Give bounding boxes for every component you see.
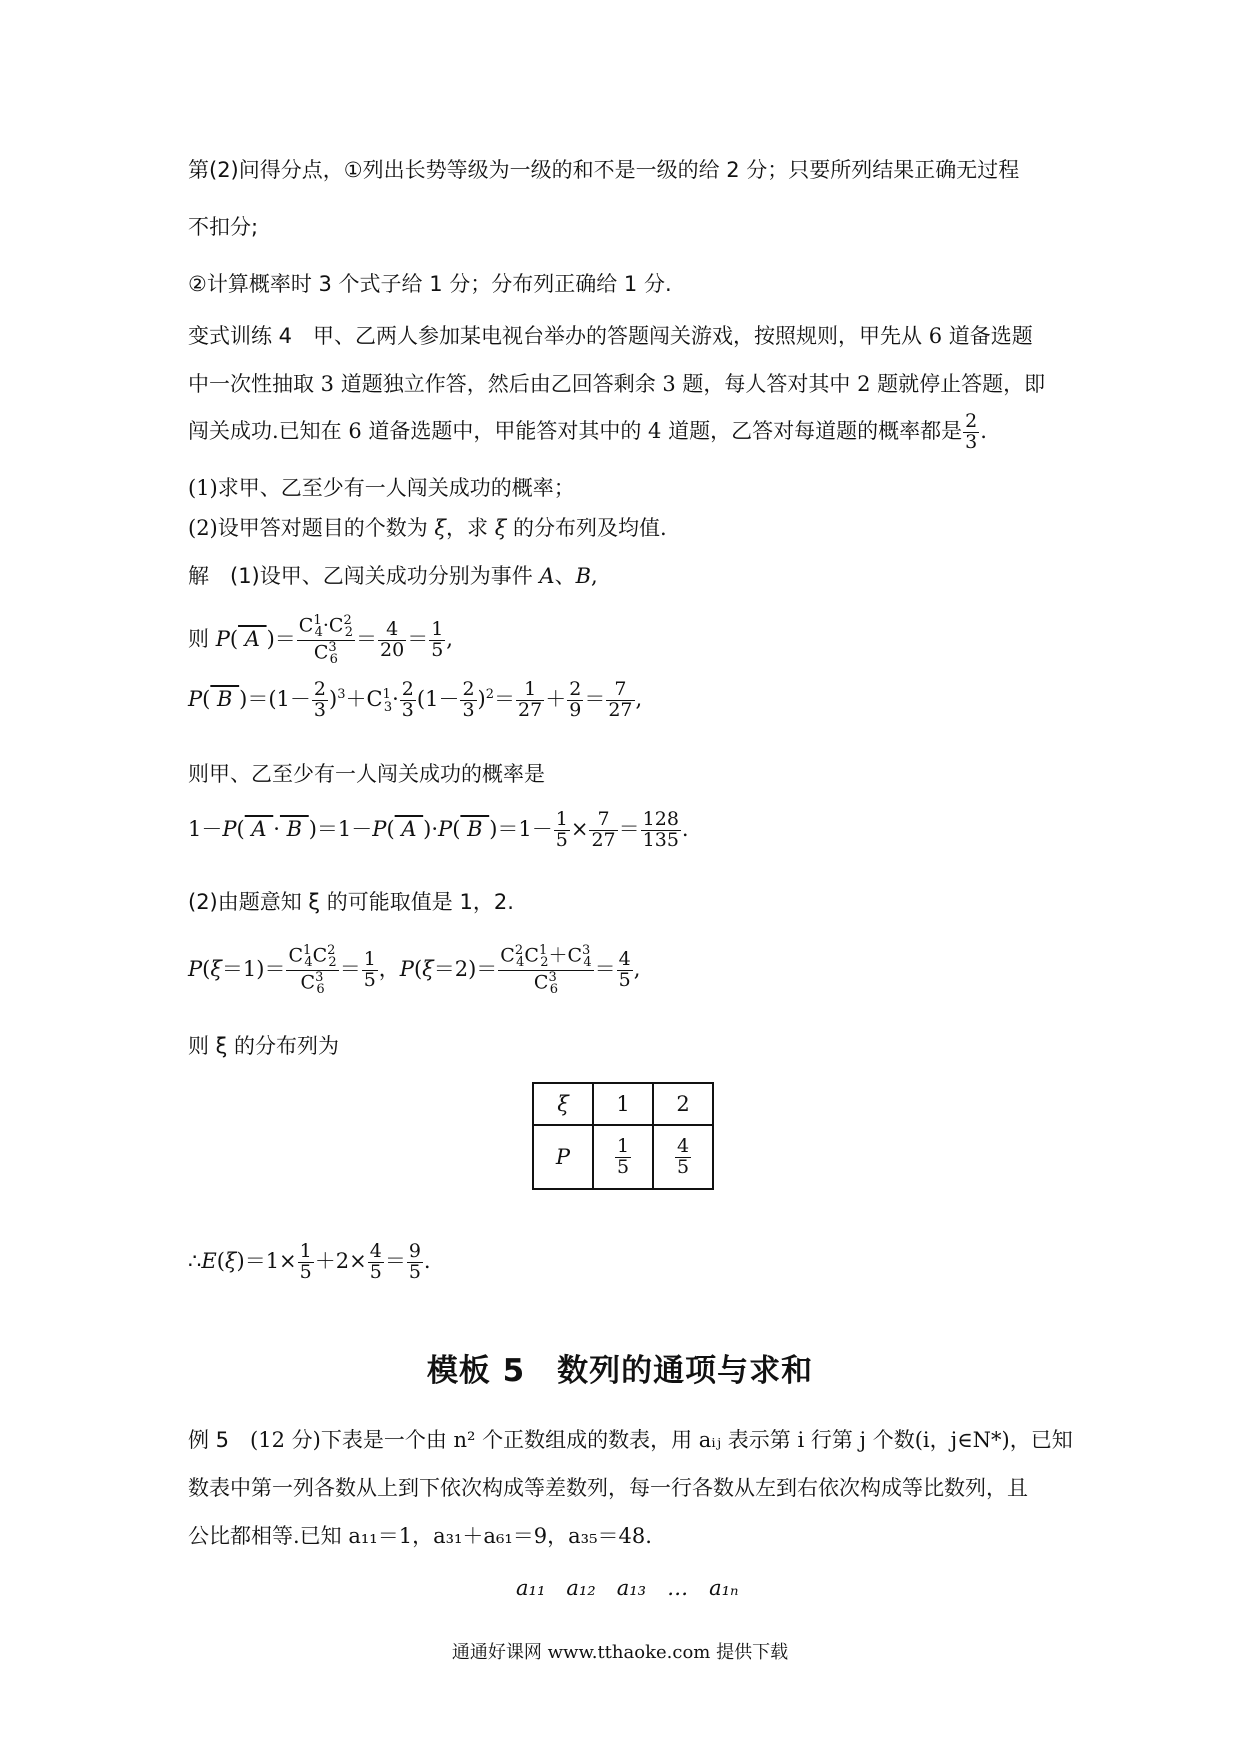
exercise-text-3: 闯关成功.已知在 6 道备选题中，甲能答对其中的 4 道题，乙答对每道题的概率都是 (188, 418, 963, 443)
table-cell: 2 (653, 1083, 713, 1125)
table-row (533, 1125, 713, 1189)
table-cell: $\frac{4}{5}$ (653, 1125, 713, 1189)
formula-at-least-one: 1－P( A · B )＝1－P( A )·P( B )＝1－ $\frac{1}{5}$ × $\frac{7}{27}$ ＝ $\frac{128}{135}$ . (188, 808, 689, 851)
exercise-line-3: 闯关成功.已知在 6 道备选题中，甲能答对其中的 4 道题，乙答对每道题的概率都是 $\frac{2}{3}$ . (188, 410, 987, 453)
scoring-line-3: ②计算概率时 3 个式子给 1 分；分布列正确给 1 分. (188, 272, 672, 296)
solution-line-5: 则甲、乙至少有一人闯关成功的概率是 (188, 762, 545, 786)
exercise-label: 变式训练 4 (188, 324, 293, 348)
example-line-1 (188, 1430, 1073, 1451)
solution-line-7: (2)由题意知 ξ 的可能取值是 1，2. (188, 890, 514, 914)
table-cell: P (533, 1125, 593, 1189)
solution-label: 解 (188, 564, 209, 588)
scoring-line-1: 第(2)问得分点，①列出长势等级为一级的和不是一级的给 2 分；只要所列结果正确无过程 (188, 158, 1020, 182)
exercise-text-1: 甲、乙两人参加某电视台举办的答题闯关游戏，按照规则，甲先从 6 道备选题 (313, 324, 1033, 348)
table-cell: 1 (593, 1083, 653, 1125)
section-title: 模板 5 数列的通项与求和 (426, 1353, 814, 1389)
formula-p-not-b: P( B )＝(1－ $\frac{2}{3}$ )$^3+C^1_3\cdot$ $\frac{2}{3}$ (1－ $\frac{2}{3}$ )$^2$＝ $\frac{1}{27}$ ＋ $\frac{2}{9}$ ＝ $\frac{7}{27}$ , (188, 678, 643, 721)
table-cell: $\frac{1}{5}$ (593, 1125, 653, 1189)
distribution-table (532, 1082, 714, 1190)
formula-xi-probabilities: P(ξ＝1)＝ $\frac{C^1_4C^2_2}{C^3_6}$ ＝ $\frac{1}{5}$ ，P(ξ＝2)＝ $\frac{C^2_4C^1_2+C^3_4}{C^3_6}$ ＝ $\frac{4}{5}$ , (188, 943, 641, 997)
scoring-line-2: 不扣分; (188, 215, 259, 239)
formula-expectation: ∴E(ξ)＝1× $\frac{1}{5}$ ＋2× $\frac{4}{5}$ ＝ $\frac{9}{5}$ . (188, 1240, 431, 1283)
example-line-2: 数表中第一列各数从上到下依次构成等差数列，每一行各数从左到右依次构成等比数列，且 (188, 1476, 1028, 1500)
table-cell: ξ (533, 1083, 593, 1125)
example-text-1: (12 分)下表是一个由 n² 个正数组成的数表，用 aᵢⱼ 表示第 i 行第 j 个数(i，j∈N*)，已知 (250, 1428, 1073, 1452)
exercise-question-1: (1)求甲、乙至少有一人闯关成功的概率； (188, 476, 575, 500)
formula-p-not-a: 则 P( A )＝ $\frac{C^1_4\cdot C^2_2}{C^3_6}$ ＝ $\frac{4}{20}$ ＝ $\frac{1}{5}$ , (188, 613, 453, 667)
solution-line-1: 解 (1)设甲、乙闯关成功分别为事件 A、B, (188, 564, 598, 588)
exercise-line-1 (188, 326, 1033, 347)
page-footer: 通通好课网 www.tthaoke.com 提供下载 (451, 1642, 789, 1663)
example-label: 例 5 (188, 1428, 230, 1452)
table-row (533, 1083, 713, 1125)
exercise-line-2: 中一次性抽取 3 道题独立作答，然后由乙回答剩余 3 题，每人答对其中 2 题就停止答题，即 (188, 372, 1046, 396)
probability-fraction: $\frac{2}{3}$ (965, 410, 978, 453)
matrix-first-row: a₁₁ a₁₂ a₁₃ … a₁ₙ (516, 1576, 739, 1600)
example-line-3: 公比都相等.已知 a₁₁＝1，a₃₁＋a₆₁＝9，a₃₅＝48. (188, 1524, 652, 1548)
exercise-question-2: (2)设甲答对题目的个数为 ξ，求 ξ 的分布列及均值. (188, 516, 667, 540)
solution-line-9: 则 ξ 的分布列为 (188, 1034, 340, 1058)
